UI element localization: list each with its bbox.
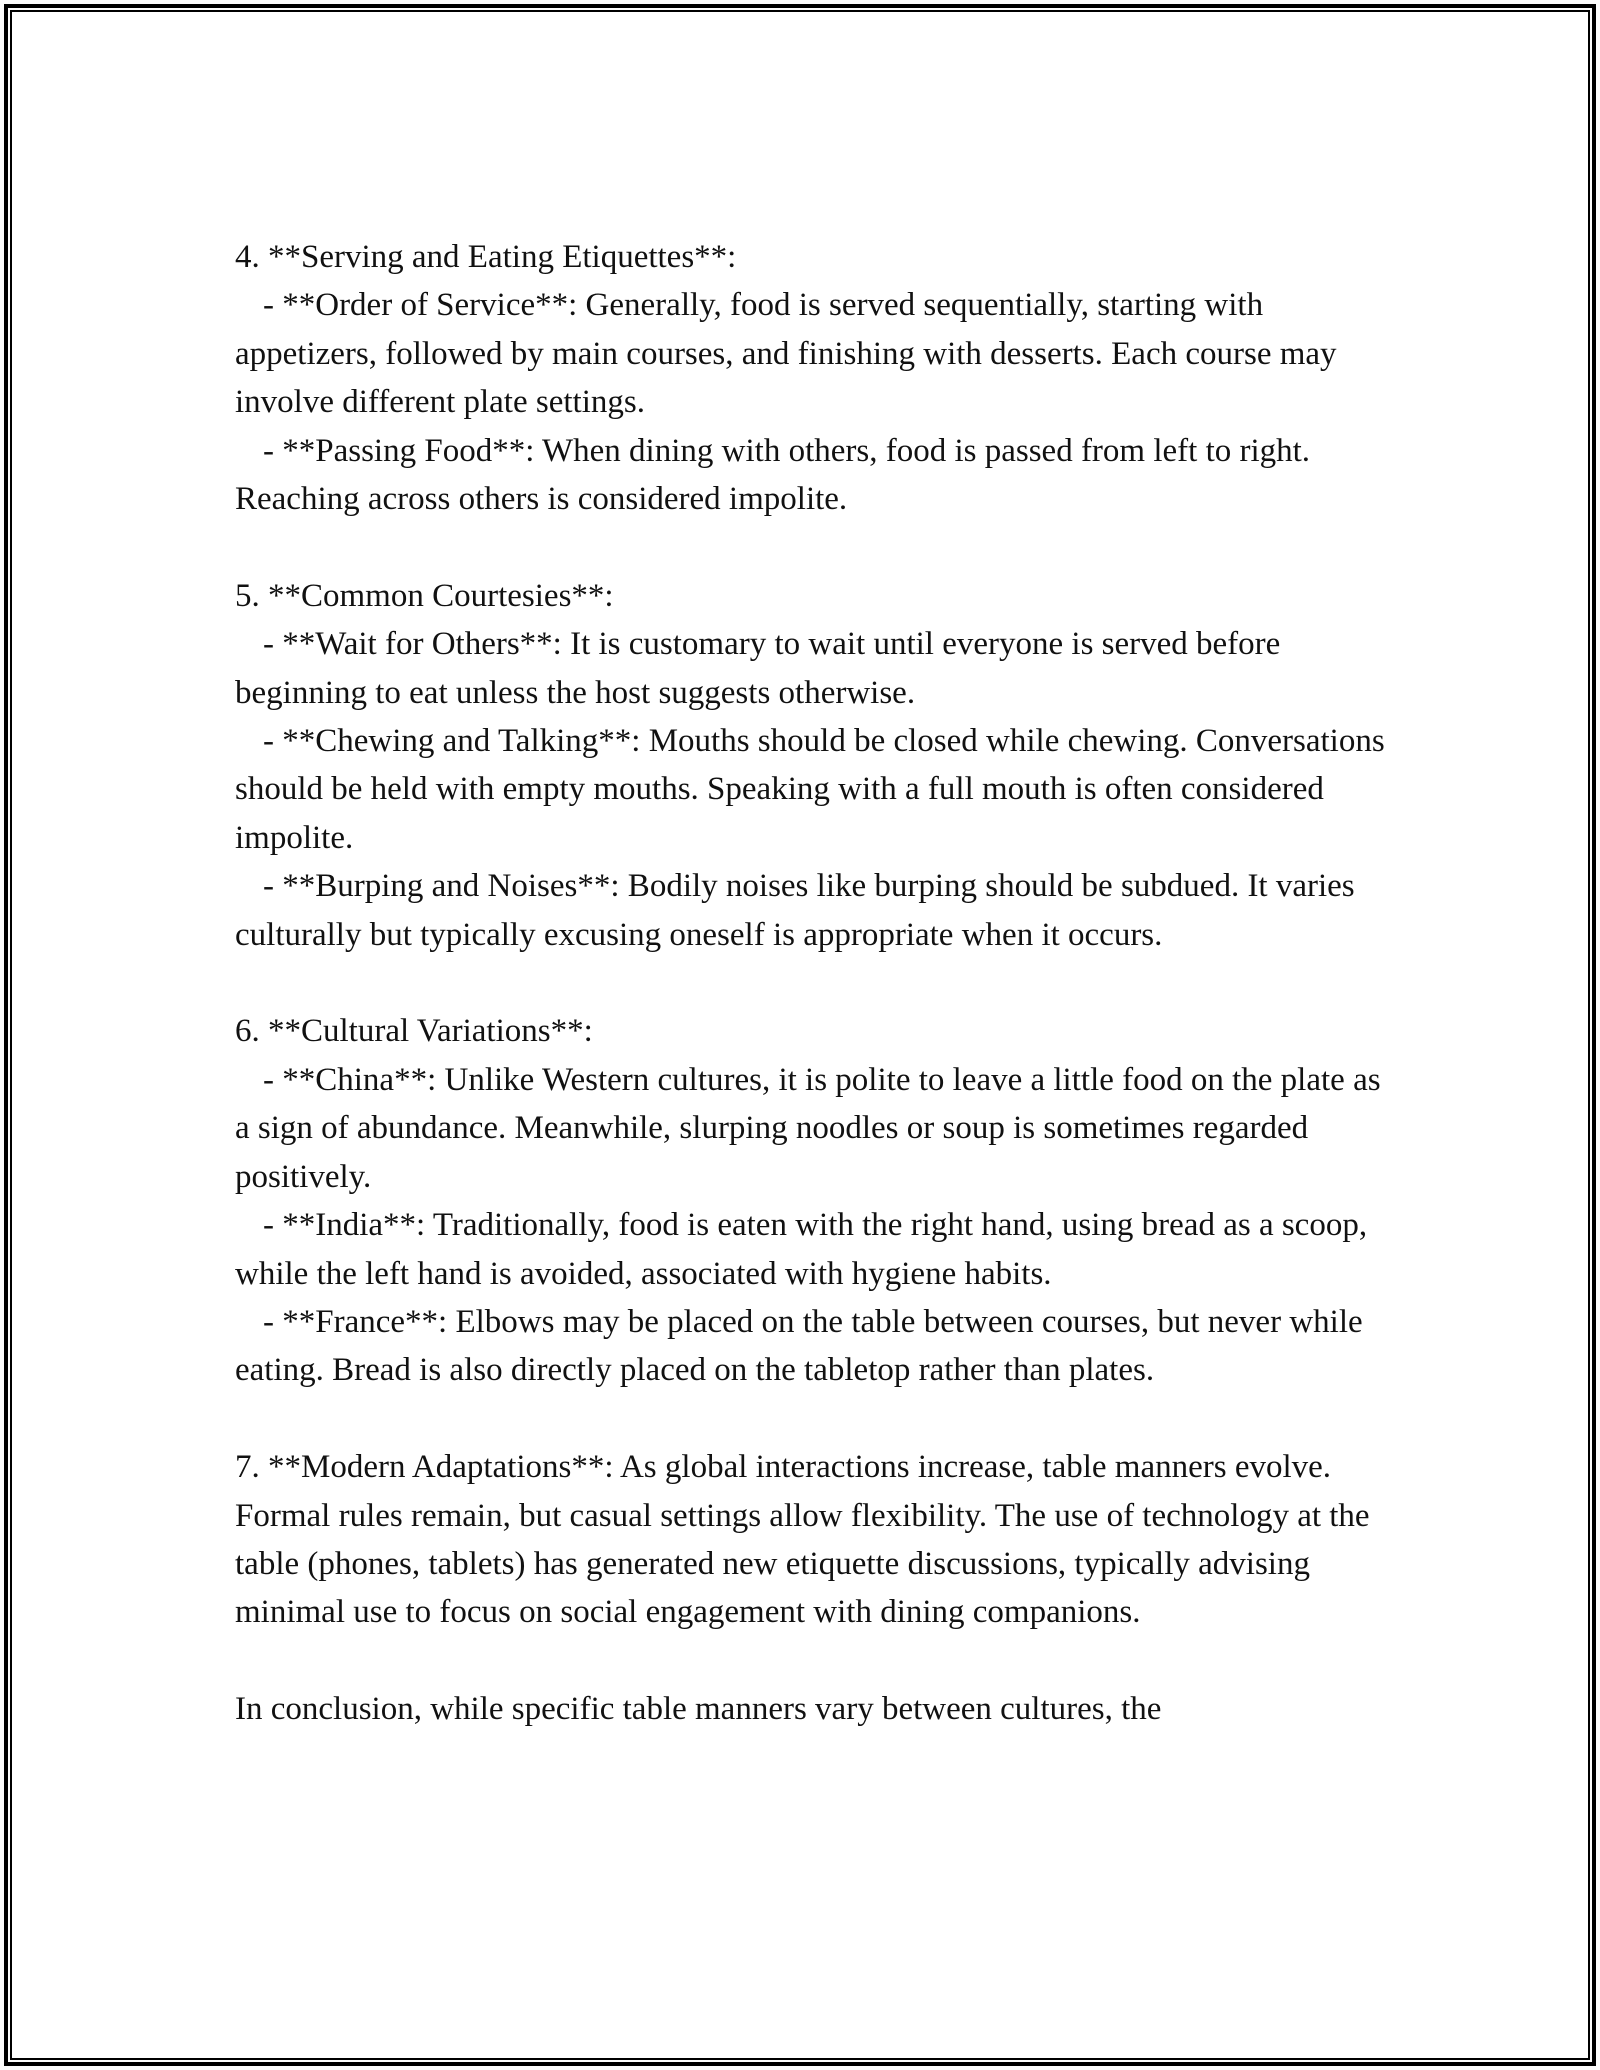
section-heading-cultural: 6. **Cultural Variations**: (235, 1013, 593, 1050)
list-item-china: - **China**: Unlike Western cultures, it is polite to leave a little food on the plate as a sign of abundance. Meanwhile, slurping noodles or soup is sometimes regarded positively. (235, 1061, 1381, 1195)
document-body (235, 233, 1385, 1734)
list-item-france: - **France**: Elbows may be placed on the table between courses, but never while eating. Bread is also directly placed on the tabletop rather than plates. (235, 1303, 1363, 1389)
list-item-chewing-talking: - **Chewing and Talking**: Mouths should be closed while chewing. Conversations should be held with empty mouths. Speaking with a full mouth is often considered impolite. (235, 723, 1385, 856)
list-item-wait-for-others: - **Wait for Others**: It is customary to wait until everyone is served before beginning to eat unless the host suggests otherwise. (235, 626, 1281, 711)
paragraph-gap (235, 1637, 1385, 1685)
paragraph-gap (235, 959, 1385, 1007)
list-item-india: - **India**: Traditionally, food is eaten with the right hand, using bread as a scoop, while the left hand is avoided, associated with hygiene habits. (235, 1207, 1368, 1292)
paragraph-gap (235, 1395, 1385, 1443)
list-item-passing-food: - **Passing Food**: When dining with others, food is passed from left to right. Reaching across others is considered impolite. (235, 432, 1311, 518)
conclusion-paragraph: In conclusion, while specific table manners vary between cultures, the (235, 1691, 1162, 1728)
list-item-burping-noises: - **Burping and Noises**: Bodily noises like burping should be subdued. It varies culturally but typically excusing oneself is appropriate when it occurs. (235, 868, 1355, 953)
paragraph-gap (235, 523, 1385, 571)
list-item-order-of-service: - **Order of Service**: Generally, food is served sequentially, starting with appetizers, followed by main courses, and finishing with desserts. Each course may involve different plate settings. (235, 287, 1337, 421)
section-heading-serving: 4. **Serving and Eating Etiquettes**: (235, 239, 737, 275)
section-heading-courtesies: 5. **Common Courtesies**: (235, 577, 614, 614)
section-modern-adaptations: 7. **Modern Adaptations**: As global interactions increase, table manners evolve. Formal rules remain, but casual settings allow flexibility. The use of technology at the table (phones, tablets) has generated new etiquette discussions, typically advising minimal use to focus on social engagement with dining companions. (235, 1449, 1370, 1631)
